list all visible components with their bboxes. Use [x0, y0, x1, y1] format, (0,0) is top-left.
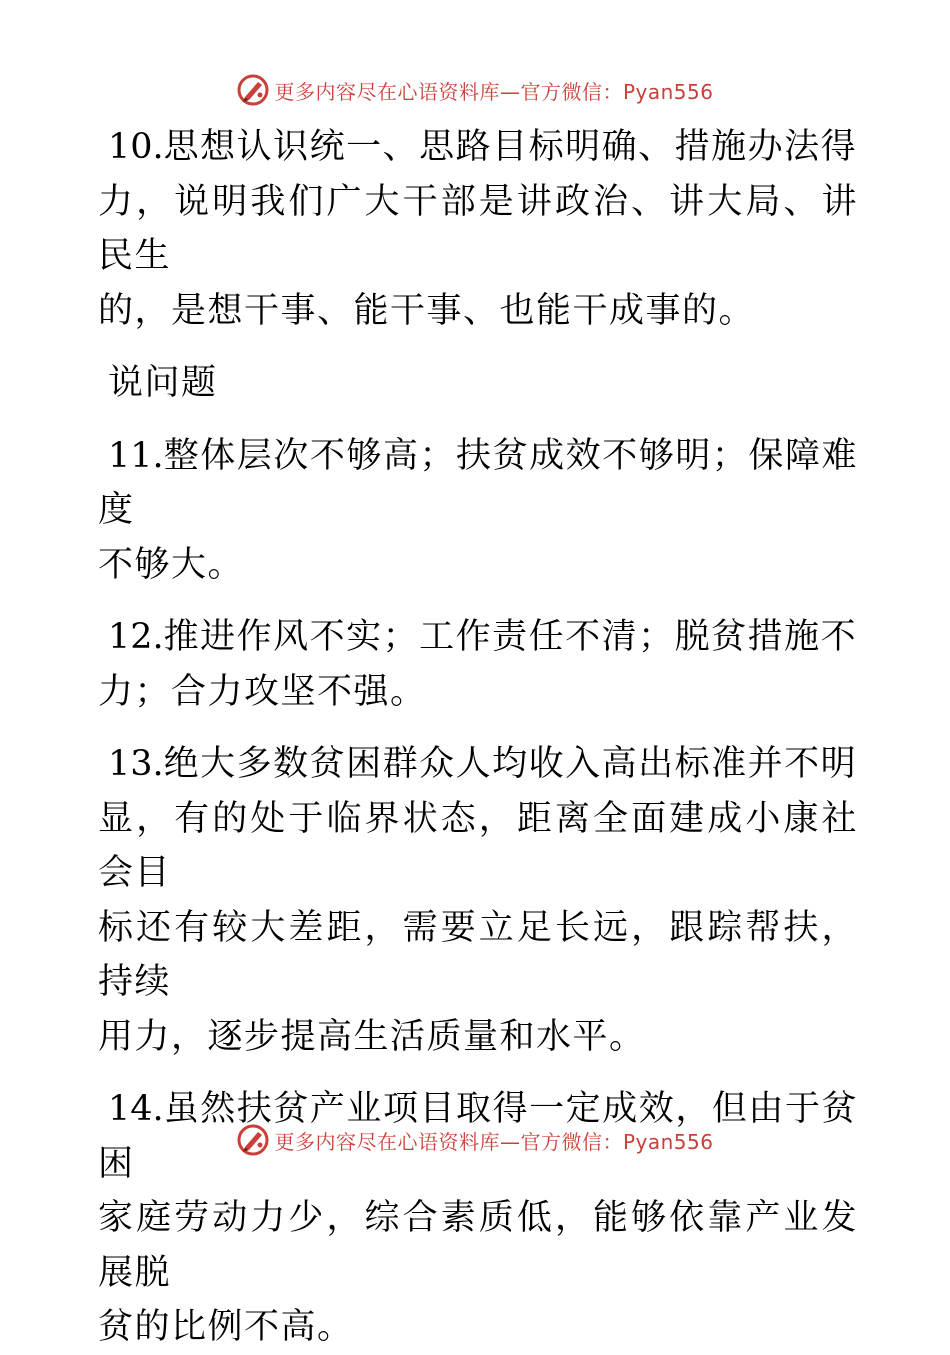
header-banner-text: 更多内容尽在心语资料库—官方微信：Pyan556 — [274, 79, 714, 104]
pen-quill-logo-icon — [236, 1123, 270, 1157]
item-10-line-3: 的，是想干事、能干事、也能干成事的。 — [98, 290, 756, 331]
item-14-line-2: 家庭劳动力少，综合素质低，能够依靠产业发展脱 — [98, 1198, 858, 1293]
pen-quill-logo-icon — [236, 73, 270, 107]
item-number: 10. — [108, 127, 164, 167]
item-number: 14. — [108, 1089, 164, 1129]
item-number: 11. — [108, 435, 164, 476]
item-14-line-3: 贫的比例不高。 — [98, 1307, 354, 1347]
section-heading: 说问题 — [108, 363, 218, 403]
item-14-line-1: 14.虽然扶贫产业项目取得一定成效，但由于贫困 — [98, 1089, 858, 1184]
item-number: 13. — [108, 744, 164, 784]
item-13-line-2: 显，有的处于临界状态，距离全面建成小康社会目 — [98, 798, 858, 893]
document-body — [98, 120, 858, 1355]
item-13-line-1: 13.绝大多数贫困群众人均收入高出标准并不明 — [98, 737, 858, 792]
item-10-line-1: 10.思想认识统一、思路目标明确、措施办法得 — [98, 120, 858, 175]
item-number: 12. — [108, 617, 164, 657]
item-10 — [98, 120, 858, 338]
item-13-line-3: 标还有较大差距，需要立足长远，跟踪帮扶，持续 — [98, 907, 858, 1002]
item-11 — [98, 429, 858, 593]
item-13-line-4: 用力，逐步提高生活质量和水平。 — [98, 1016, 646, 1057]
item-11-line-2: 不够大。 — [98, 544, 245, 585]
footer-banner-text: 更多内容尽在心语资料库—官方微信：Pyan556 — [274, 1129, 714, 1154]
header-banner — [0, 70, 950, 110]
item-12-line-1: 12.推进作风不实；工作责任不清；脱贫措施不 — [98, 610, 858, 665]
item-10-line-2: 力，说明我们广大干部是讲政治、讲大局、讲民生 — [98, 181, 858, 276]
item-11-line-1: 11.整体层次不够高；扶贫成效不够明；保障难度 — [98, 435, 858, 530]
item-12 — [98, 610, 858, 719]
item-13 — [98, 737, 858, 1064]
footer-banner — [0, 1120, 950, 1160]
item-12-line-2: 力；合力攻坚不强。 — [98, 671, 427, 712]
